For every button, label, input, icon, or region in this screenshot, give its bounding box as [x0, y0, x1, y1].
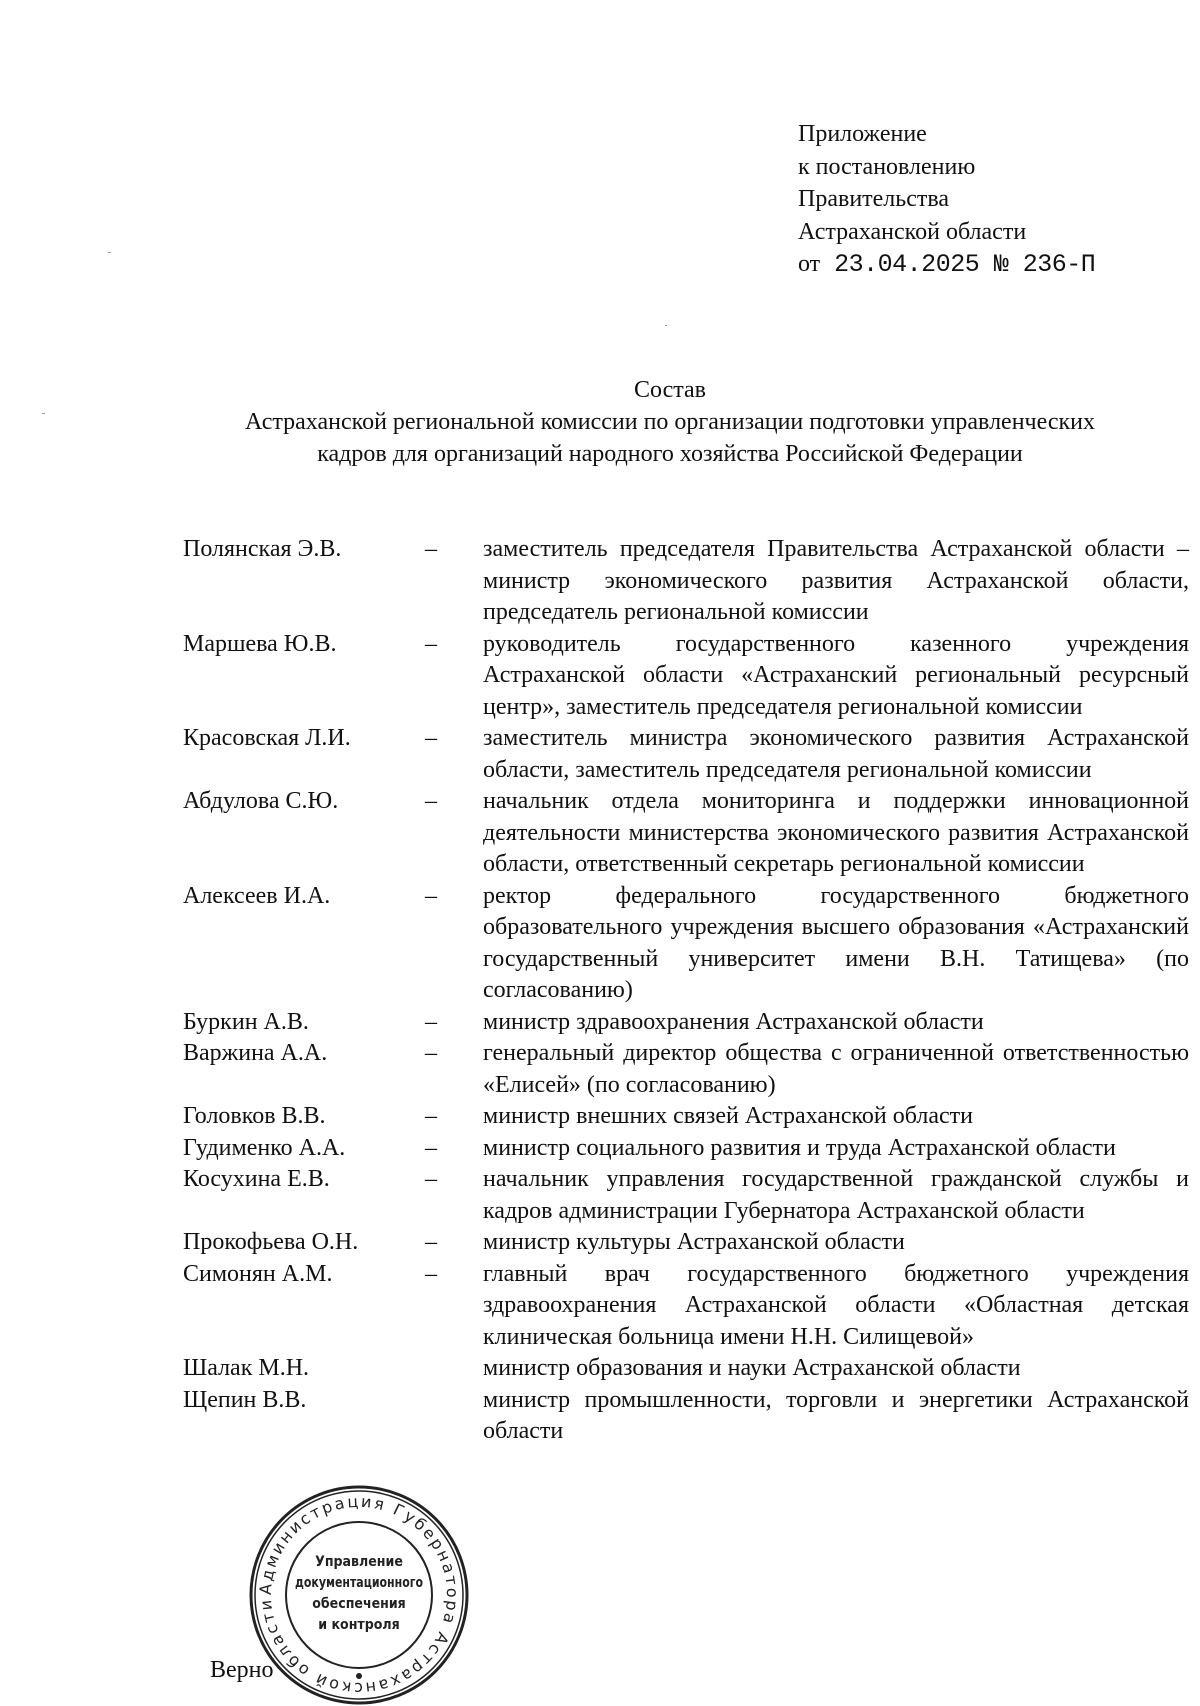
member-row	[183, 1227, 1189, 1259]
member-dash: –	[425, 1008, 437, 1035]
appendix-title: Приложение	[798, 121, 927, 147]
title-line-3: кадров для организаций народного хозяйства Российской Федерации	[317, 441, 1023, 467]
member-row	[183, 1164, 1189, 1227]
member-dash: –	[425, 725, 437, 751]
member-name: Щепин В.В.	[183, 1386, 307, 1413]
member-name: Маршева Ю.В.	[183, 630, 337, 657]
member-name: Косухина Е.В.	[183, 1166, 330, 1192]
stamp-line-1: Управление	[315, 1554, 403, 1570]
appendix-ref-number: 23.04.2025 № 236-П	[834, 250, 1096, 279]
member-dash: –	[425, 1166, 437, 1192]
member-description: министр внешних связей Астраханской области	[483, 1103, 973, 1129]
appendix-block	[798, 118, 1095, 282]
member-description: министр социального развития и труда Астраханской области	[483, 1134, 1116, 1161]
member-description: руководитель государственного казенного учреждения Астраханской области «Астраханский региональный ресурсный центр», заместитель председателя региональной комиссии	[483, 630, 1189, 720]
verno-label: Верно	[210, 1657, 274, 1683]
stamp-line-4: и контроля	[318, 1617, 400, 1633]
member-row	[183, 1259, 1189, 1354]
appendix-line-resolution: к постановлению	[798, 153, 976, 180]
member-dash: –	[425, 1134, 437, 1161]
member-name: Красовская Л.И.	[183, 725, 351, 751]
stamp-line-2: документационного	[295, 1575, 424, 1591]
title-line-2: Астраханской региональной комиссии по организации подготовки управленческих	[244, 409, 1096, 435]
member-description: главный врач государственного бюджетного учреждения здравоохранения Астраханской области «Областная детская клиническая больница имени Н.Н. Силищевой»	[483, 1260, 1189, 1350]
member-dash: –	[425, 1229, 437, 1255]
member-description: ректор федерального государственного бюджетного образовательного учреждения высшего образования «Астраханский государственный университет имени В.Н. Татищева» (по согласованию)	[483, 882, 1189, 1003]
member-row	[183, 1385, 1189, 1448]
member-dash: –	[425, 536, 437, 562]
appendix-ref-line	[798, 248, 1095, 282]
member-dash: –	[425, 882, 437, 909]
member-row	[183, 629, 1189, 724]
member-description: генеральный директор общества с ограниченной ответственностью «Елисей» (по согласованию)	[483, 1040, 1189, 1098]
member-dash	[423, 1385, 483, 1448]
stamp-star-icon	[356, 1673, 362, 1679]
title-heading: Состав	[633, 377, 707, 403]
member-name: Алексеев И.А.	[183, 882, 331, 909]
member-row	[183, 1007, 1189, 1039]
member-name: Шалак М.Н.	[183, 1355, 310, 1381]
member-name: Абдулова С.Ю.	[183, 788, 339, 814]
member-row	[183, 723, 1189, 786]
member-description: заместитель министра экономического развития Астраханской области, заместитель председателя региональной комиссии	[483, 725, 1189, 783]
members-list	[183, 534, 1189, 1448]
member-row	[183, 786, 1189, 881]
official-stamp	[248, 1484, 470, 1706]
document-title	[160, 374, 1180, 470]
member-dash: –	[425, 1260, 437, 1287]
member-description: начальник отдела мониторинга и поддержки инновационной деятельности министерства экономического развития Астраханской области, ответственный секретарь региональной комиссии	[483, 788, 1189, 877]
member-dash	[423, 1353, 483, 1385]
member-description: министр промышленности, торговли и энергетики Астраханской области	[483, 1386, 1189, 1444]
member-name: Полянская Э.В.	[183, 536, 342, 562]
stamp-line-3: обеспечения	[312, 1596, 406, 1612]
member-name: Варжина А.А.	[183, 1040, 328, 1066]
member-description: министр культуры Астраханской области	[483, 1229, 905, 1255]
member-dash: –	[425, 630, 437, 657]
member-row	[183, 1038, 1189, 1101]
scan-speck	[665, 325, 667, 326]
member-name: Симонян А.М.	[183, 1260, 333, 1287]
member-row	[183, 1101, 1189, 1133]
member-description: министр образования и науки Астраханской области	[483, 1355, 1021, 1381]
member-name: Гудименко А.А.	[183, 1134, 346, 1161]
member-description: заместитель председателя Правительства Астраханской области – министр экономического развития Астраханской области, председатель региональной комиссии	[483, 536, 1189, 625]
stamp-ring-text: Администрация Губернатора Астраханской области	[255, 1491, 463, 1699]
member-name: Буркин А.В.	[183, 1008, 309, 1035]
member-dash: –	[425, 1040, 437, 1066]
member-description: начальник управления государственной гражданской службы и кадров администрации Губернатора Астраханской области	[483, 1166, 1189, 1224]
member-row	[183, 534, 1189, 629]
member-dash: –	[425, 788, 437, 814]
member-name: Прокофьева О.Н.	[183, 1229, 359, 1255]
appendix-line-region: Астраханской области	[798, 218, 1027, 245]
scan-speck	[108, 252, 111, 253]
member-description: министр здравоохранения Астраханской области	[483, 1008, 984, 1035]
member-row	[183, 1133, 1189, 1165]
appendix-line-government: Правительства	[798, 186, 950, 212]
scan-speck	[42, 413, 45, 414]
appendix-ref-prefix: от	[798, 251, 821, 277]
member-row	[183, 881, 1189, 1007]
member-name: Головков В.В.	[183, 1103, 326, 1129]
member-dash: –	[425, 1103, 437, 1129]
member-row	[183, 1353, 1189, 1385]
